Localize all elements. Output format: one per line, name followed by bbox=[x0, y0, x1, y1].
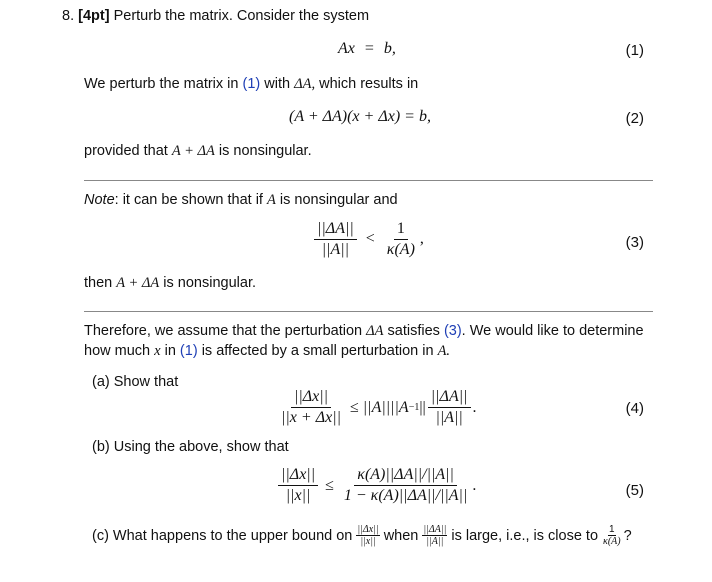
inequality-5: $\frac{||\Delta x||}{||x||}$ ≤ $\frac{\kappa(A)||\Delta A||/||A||}{1 - \kappa(A)||\Delta A||/||A||}$ . bbox=[276, 466, 476, 505]
problem-points: [4pt] bbox=[78, 8, 110, 24]
ref-eq-1[interactable]: (1) bbox=[242, 76, 261, 92]
problem-number: 8. bbox=[62, 8, 75, 24]
ref-eq-3[interactable]: (3) bbox=[443, 323, 462, 339]
equation-tag-3: (3) bbox=[625, 234, 644, 251]
then-sentence: then A + ΔA is nonsingular. bbox=[84, 275, 256, 291]
part-a-label: (a) Show that bbox=[92, 374, 179, 390]
equation-tag-4: (4) bbox=[625, 400, 644, 417]
problem-intro: Consider the system bbox=[236, 8, 370, 24]
divider-bottom bbox=[84, 311, 653, 312]
inequality-3: $\frac{||\Delta A||}{||A||}$ < $\frac{1}{\kappa(A)}$ , bbox=[312, 220, 424, 259]
ref-eq-1b[interactable]: (1) bbox=[179, 343, 198, 359]
part-b-label: (b) Using the above, show that bbox=[92, 439, 289, 455]
provided-sentence: provided that A + ΔA is nonsingular. bbox=[84, 143, 312, 159]
therefore-line-2: how much x in (1) is affected by a small perturbation in A. bbox=[84, 343, 451, 359]
equation-2: (A + ΔA)(x + Δx) = b, bbox=[289, 108, 431, 125]
divider-top bbox=[84, 180, 653, 181]
equation-tag-5: (5) bbox=[625, 482, 644, 499]
equation-1: Ax = b, bbox=[338, 40, 396, 57]
therefore-line-1: Therefore, we assume that the perturbation ΔA satisfies (3). We would like to determine bbox=[84, 323, 644, 339]
equation-tag-2: (2) bbox=[625, 110, 644, 127]
part-c-line: (c) What happens to the upper bound on $\frac{||\Delta x||}{||x||}$ when $\frac{||\Delta A||}{||A||}$ is large, i.e., is close to $\frac{1}{\kappa(A)}$ ? bbox=[92, 524, 632, 547]
perturb-sentence: We perturb the matrix in (1) with ΔA, which results in bbox=[84, 76, 419, 92]
note-sentence: Note: it can be shown that if A is nonsingular and bbox=[84, 192, 398, 208]
inequality-4: $\frac{||\Delta x||}{||x + \Delta x||}$ ≤ ||A||||A −1 || $\frac{||\Delta A||}{||A||}$ . bbox=[281, 388, 477, 426]
problem-header bbox=[62, 8, 369, 24]
problem-title: Perturb the matrix. bbox=[113, 8, 233, 24]
equation-tag-1: (1) bbox=[625, 42, 644, 59]
note-label: Note bbox=[84, 192, 115, 208]
